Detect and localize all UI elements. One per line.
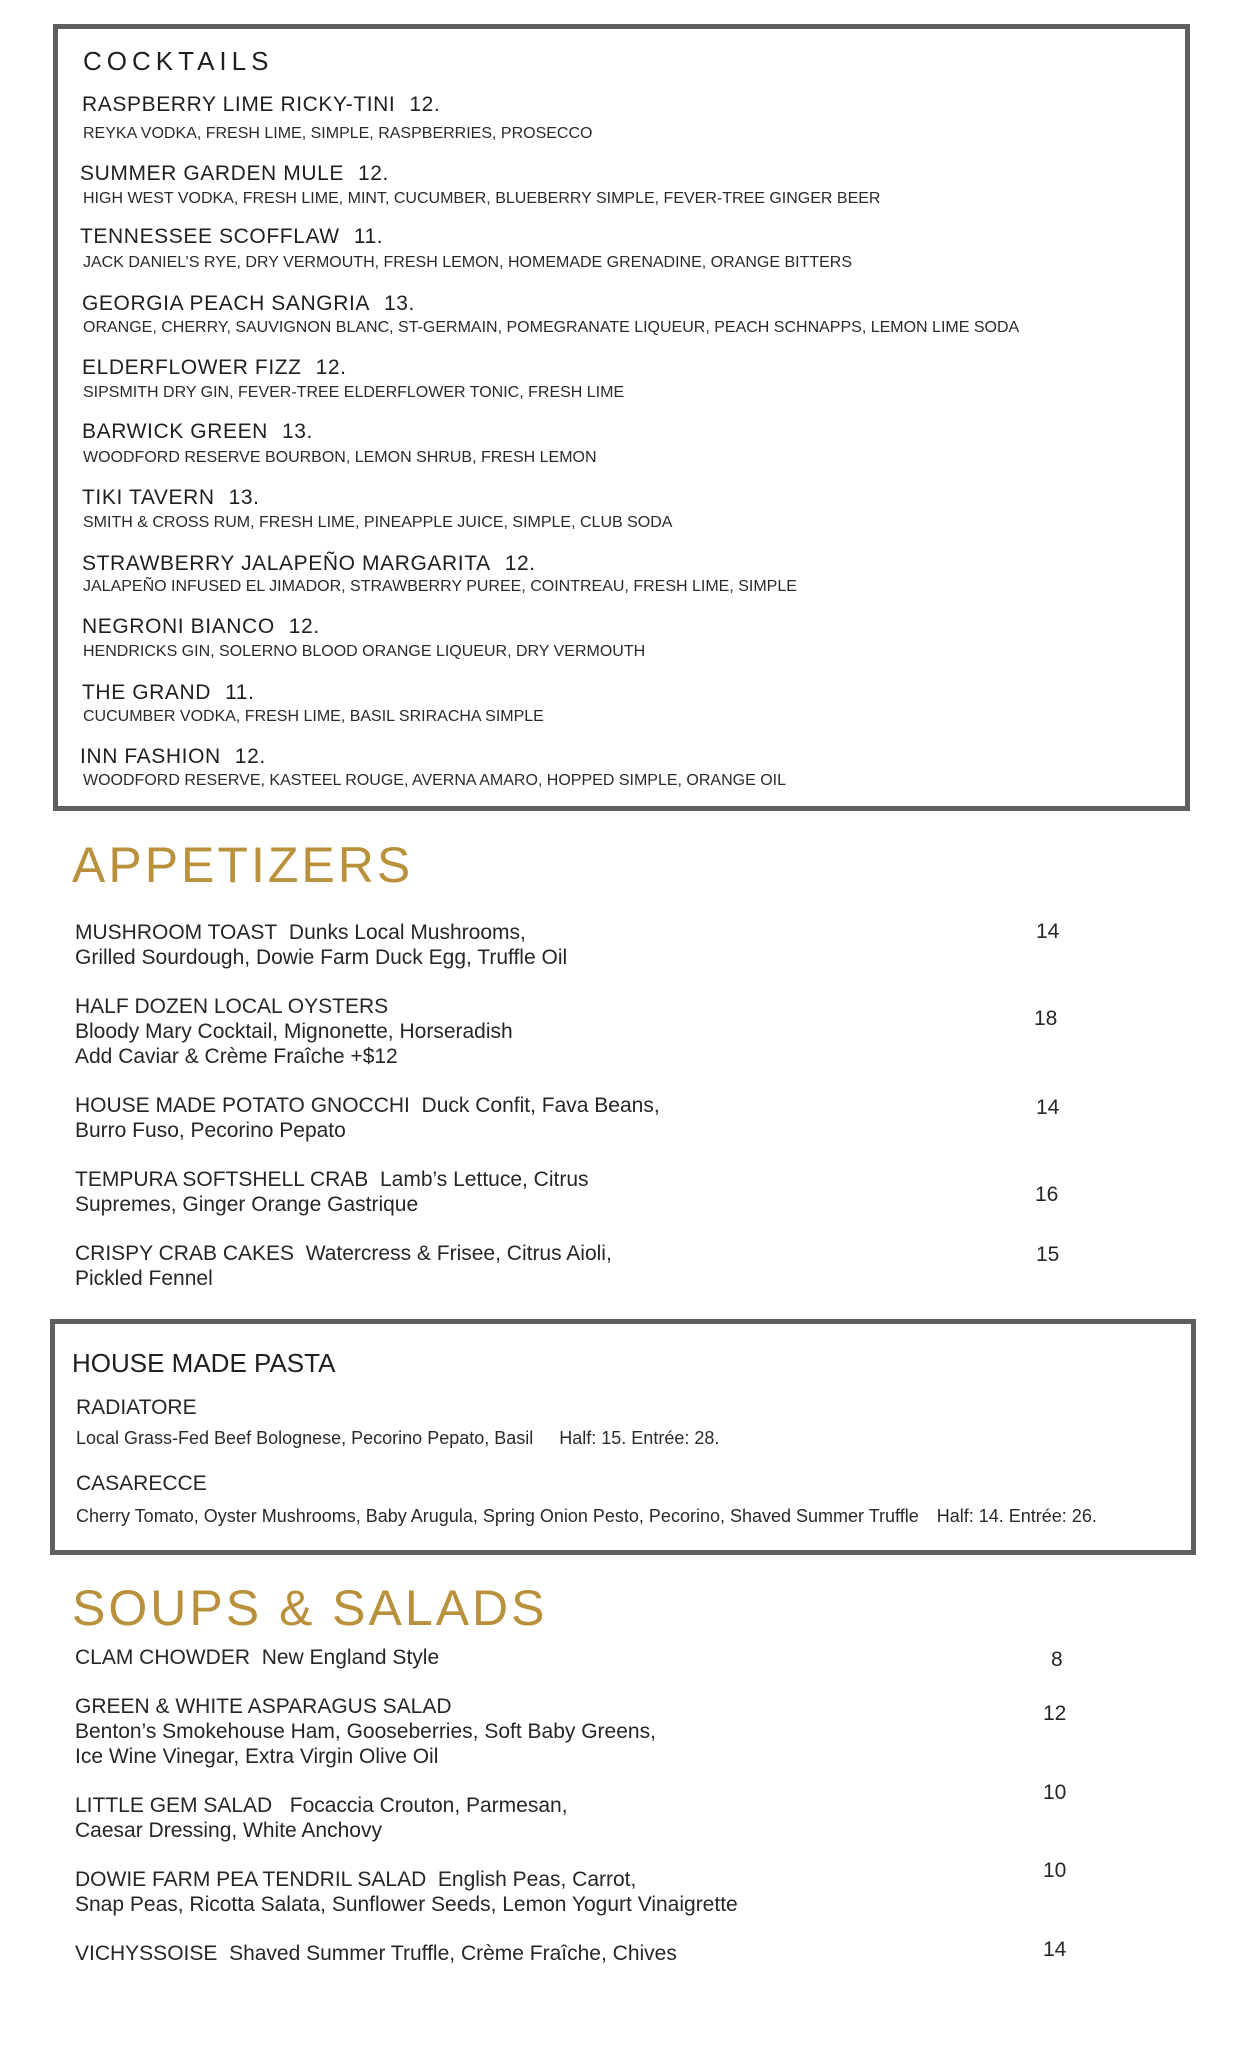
cocktail-price: 12. [409, 93, 441, 116]
cocktail-name: ELDERFLOWER FIZZ 12. [82, 356, 347, 379]
cocktail-name: STRAWBERRY JALAPEÑO MARGARITA 12. [82, 552, 536, 575]
cocktail-price: 11. [225, 681, 255, 704]
cocktail-price: 12. [504, 552, 536, 575]
appetizer-name: MUSHROOM TOAST [75, 921, 278, 944]
appetizer-price: 18 [1034, 1007, 1058, 1030]
cocktail-price: 11. [353, 225, 384, 248]
cocktail-name: TENNESSEE SCOFFLAW 11. [80, 225, 384, 248]
appetizer-item: HALF DOZEN LOCAL OYSTERS Bloody Mary Cocktail, Mignonette, Horseradish Add Caviar & Crème Fraîche +$12 [75, 995, 513, 1068]
cocktail-price: 12. [288, 615, 320, 638]
cocktail-desc: JACK DANIEL’S RYE, DRY VERMOUTH, FRESH LEMON, HOMEMADE GRENADINE, ORANGE BITTERS [83, 254, 853, 271]
cocktail-price: 12. [358, 162, 389, 185]
pasta-price: Half: 14. Entrée: 26. [936, 1506, 1097, 1526]
cocktail-desc: WOODFORD RESERVE BOURBON, LEMON SHRUB, FRESH LEMON [83, 449, 597, 466]
cocktail-name: BARWICK GREEN 13. [82, 420, 313, 443]
cocktail-price: 13. [384, 292, 415, 315]
pasta-name: CASARECCE [76, 1472, 207, 1495]
cocktail-name: RASPBERRY LIME RICKY-TINI 12. [82, 93, 441, 116]
soup-item: DOWIE FARM PEA TENDRIL SALAD English Peas, Carrot, Snap Peas, Ricotta Salata, Sunflower Seeds, Lemon Yogurt Vinaigrette [75, 1868, 738, 1916]
pasta-title: HOUSE MADE PASTA [72, 1348, 336, 1378]
cocktail-desc: HIGH WEST VODKA, FRESH LIME, MINT, CUCUMBER, BLUEBERRY SIMPLE, FEVER-TREE GINGER BEER [83, 190, 881, 207]
soup-price: 10 [1043, 1859, 1067, 1882]
cocktail-desc: ORANGE, CHERRY, SAUVIGNON BLANC, ST-GERMAIN, POMEGRANATE LIQUEUR, PEACH SCHNAPPS, LEMON LIME SODA [83, 319, 1020, 336]
soup-price: 10 [1043, 1781, 1067, 1804]
soup-item: LITTLE GEM SALAD Focaccia Crouton, Parmesan, Caesar Dressing, White Anchovy [75, 1794, 568, 1842]
soups-heading: SOUPS & SALADS [72, 1580, 548, 1636]
cocktail-name: GEORGIA PEACH SANGRIA 13. [82, 292, 415, 315]
soup-item: GREEN & WHITE ASPARAGUS SALAD Benton’s Smokehouse Ham, Gooseberries, Soft Baby Greens, Ice Wine Vinegar, Extra Virgin Olive Oil [75, 1695, 656, 1768]
appetizer-name: TEMPURA SOFTSHELL CRAB [75, 1168, 369, 1191]
soup-price: 12 [1043, 1702, 1067, 1725]
soup-name: VICHYSSOISE [75, 1942, 218, 1965]
soup-name: CLAM CHOWDER [75, 1646, 251, 1669]
appetizer-name: HOUSE MADE POTATO GNOCCHI [75, 1094, 410, 1117]
appetizers-heading: APPETIZERS [72, 837, 414, 893]
appetizer-name: CRISPY CRAB CAKES [75, 1242, 295, 1265]
cocktail-price: 13. [228, 486, 260, 509]
pasta-desc: Local Grass-Fed Beef Bolognese, Pecorino Pepato, Basil Half: 15. Entrée: 28. [76, 1428, 720, 1448]
appetizer-price: 16 [1035, 1183, 1059, 1206]
cocktail-name: TIKI TAVERN 13. [82, 486, 260, 509]
soup-price: 14 [1043, 1938, 1067, 1961]
appetizer-price: 14 [1036, 920, 1060, 943]
cocktail-name: THE GRAND 11. [82, 681, 255, 704]
cocktail-desc: CUCUMBER VODKA, FRESH LIME, BASIL SRIRACHA SIMPLE [83, 708, 544, 725]
soup-price: 8 [1051, 1648, 1063, 1671]
cocktail-price: 13. [281, 420, 313, 443]
appetizer-item: CRISPY CRAB CAKES Watercress & Frisee, Citrus Aioli, Pickled Fennel [75, 1242, 612, 1290]
pasta-name: RADIATORE [76, 1396, 197, 1419]
cocktail-desc: JALAPEÑO INFUSED EL JIMADOR, STRAWBERRY PUREE, COINTREAU, FRESH LIME, SIMPLE [83, 578, 797, 595]
appetizer-price: 14 [1036, 1096, 1060, 1119]
appetizer-price: 15 [1036, 1243, 1060, 1266]
cocktail-desc: REYKA VODKA, FRESH LIME, SIMPLE, RASPBERRIES, PROSECCO [83, 125, 593, 142]
appetizer-name: HALF DOZEN LOCAL OYSTERS [75, 995, 389, 1018]
cocktail-name: NEGRONI BIANCO 12. [82, 615, 320, 638]
soup-item: VICHYSSOISE Shaved Summer Truffle, Crème Fraîche, Chives [75, 1942, 677, 1965]
soup-name: GREEN & WHITE ASPARAGUS SALAD [75, 1695, 452, 1718]
cocktail-price: 12. [315, 356, 347, 379]
cocktails-title: COCKTAILS [83, 46, 274, 76]
soup-item: CLAM CHOWDER New England Style [75, 1646, 440, 1669]
appetizer-item: MUSHROOM TOAST Dunks Local Mushrooms, Grilled Sourdough, Dowie Farm Duck Egg, Truffle Oil [75, 921, 568, 969]
soup-name: LITTLE GEM SALAD [75, 1794, 273, 1817]
cocktail-name: SUMMER GARDEN MULE 12. [80, 162, 389, 185]
cocktail-desc: WOODFORD RESERVE, KASTEEL ROUGE, AVERNA AMARO, HOPPED SIMPLE, ORANGE OIL [83, 772, 786, 789]
appetizer-item: TEMPURA SOFTSHELL CRAB Lamb’s Lettuce, Citrus Supremes, Ginger Orange Gastrique [75, 1168, 589, 1216]
cocktail-price: 12. [234, 745, 266, 768]
appetizer-item: HOUSE MADE POTATO GNOCCHI Duck Confit, Fava Beans, Burro Fuso, Pecorino Pepato [75, 1094, 660, 1142]
cocktail-desc: SIPSMITH DRY GIN, FEVER-TREE ELDERFLOWER TONIC, FRESH LIME [83, 384, 625, 401]
cocktail-desc: HENDRICKS GIN, SOLERNO BLOOD ORANGE LIQUEUR, DRY VERMOUTH [83, 643, 646, 660]
pasta-price: Half: 15. Entrée: 28. [559, 1428, 720, 1448]
cocktail-name: INN FASHION 12. [80, 745, 266, 768]
soup-name: DOWIE FARM PEA TENDRIL SALAD [75, 1868, 427, 1891]
cocktail-desc: SMITH & CROSS RUM, FRESH LIME, PINEAPPLE JUICE, SIMPLE, CLUB SODA [83, 514, 673, 531]
pasta-desc: Cherry Tomato, Oyster Mushrooms, Baby Arugula, Spring Onion Pesto, Pecorino, Shaved Summer Truffle Half: 14. Entrée: 26. [76, 1506, 1097, 1526]
